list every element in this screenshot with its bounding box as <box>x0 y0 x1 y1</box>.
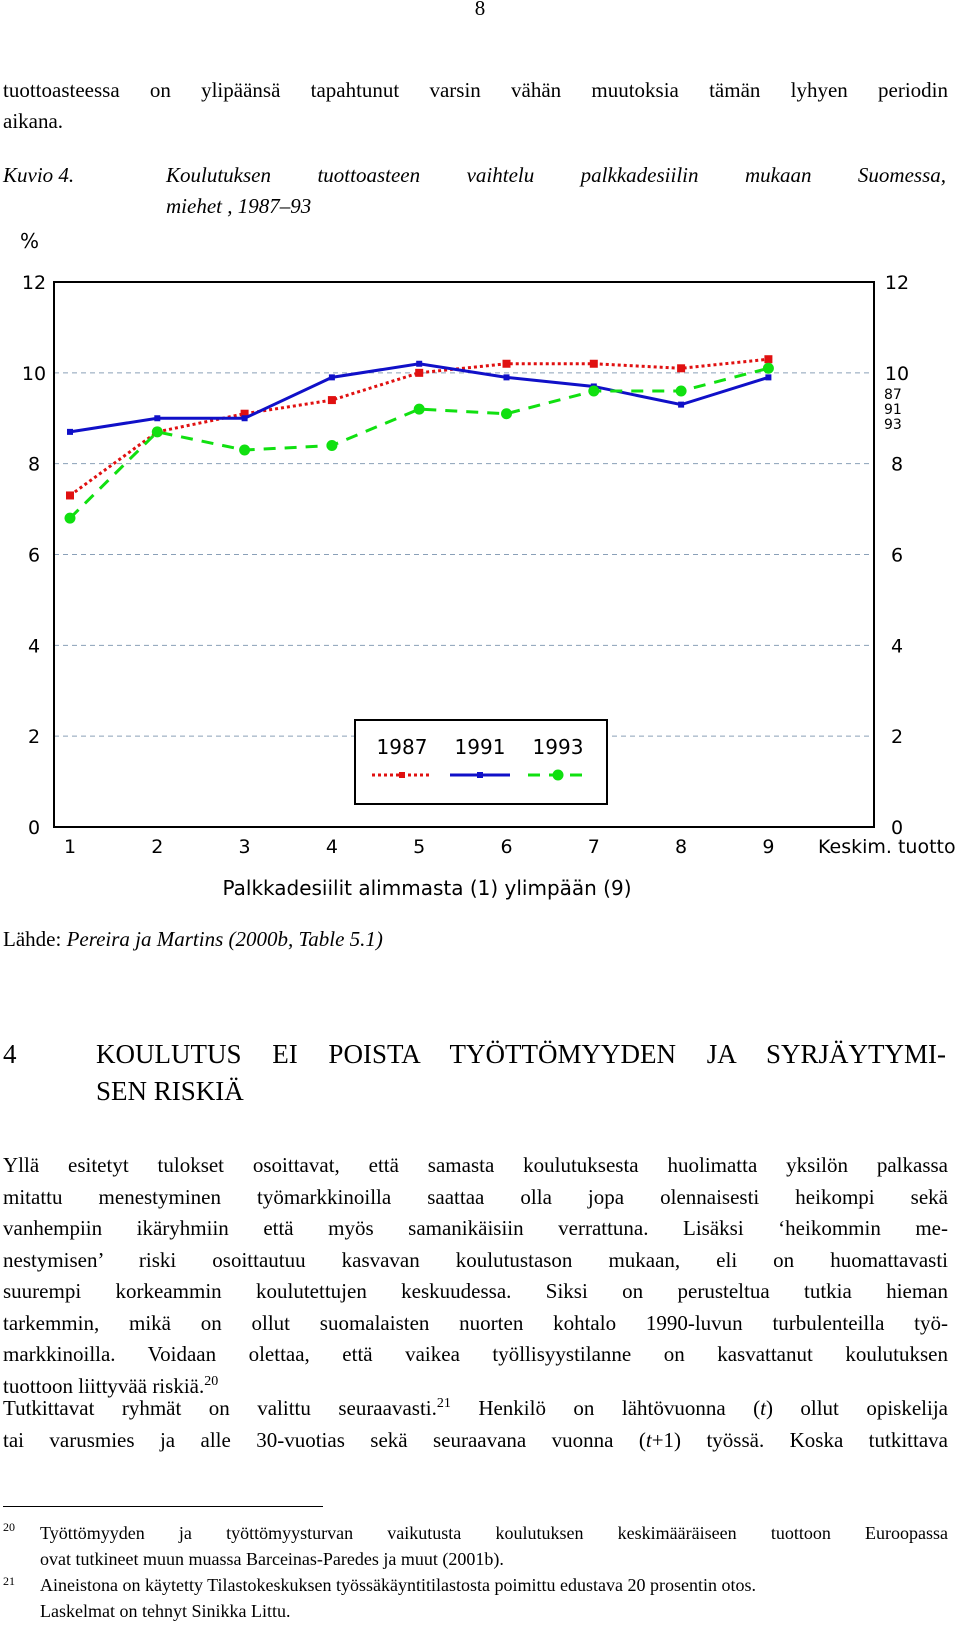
data-point <box>65 513 76 524</box>
footnote-ref-21[interactable]: 21 <box>436 1396 451 1411</box>
data-point <box>329 374 335 380</box>
paragraph-line: nestymisen’ riski osoittautuu kasvavan koulutustason mukaan, eli on huomattavasti <box>3 1247 948 1272</box>
average-label-91: 91 <box>884 402 902 418</box>
series-line-1993 <box>70 368 768 518</box>
data-point <box>154 415 160 421</box>
series-1993 <box>65 363 774 524</box>
y-axis-unit-label: % <box>20 229 40 253</box>
legend-marker-1991 <box>477 772 483 778</box>
footnote-number: 21 <box>3 1574 15 1588</box>
legend-label-1993: 1993 <box>532 735 584 759</box>
paragraph-line: markkinoilla. Voidaan olettaa, että vaikea työllisyystilanne on kasvattanut koulutuksen <box>3 1342 948 1366</box>
y-tick-label-left-2: 2 <box>27 726 41 749</box>
variable-t: t <box>760 1396 766 1420</box>
series-1987 <box>66 355 772 499</box>
figure-caption <box>166 160 946 222</box>
return-rate-line-chart <box>0 228 960 908</box>
data-point <box>763 363 774 374</box>
series-line-1987 <box>70 359 768 495</box>
footnote-divider <box>3 1506 323 1507</box>
footnote-line: Laskelmat on tehnyt Sinikka Littu. <box>40 1601 291 1621</box>
data-point <box>677 364 685 372</box>
legend-label-1991: 1991 <box>454 735 506 759</box>
data-point <box>764 355 772 363</box>
footnote-text <box>40 1572 948 1624</box>
paragraph-text: tuottoon liittyvää riskiä. <box>3 1373 205 1398</box>
y-axis-left <box>22 272 46 839</box>
footnote-21 <box>0 1572 960 1630</box>
section-number: 4 <box>3 1039 17 1069</box>
figure-source <box>3 924 383 955</box>
intro-line: aikana. <box>3 109 64 133</box>
page-number: 8 <box>474 0 486 20</box>
data-point <box>67 429 73 435</box>
data-point <box>501 408 512 419</box>
y-tick-label-left-10: 10 <box>21 362 47 385</box>
y-tick-label-right-6: 6 <box>890 544 904 567</box>
y-tick-label-right-10: 10 <box>884 362 910 385</box>
y-tick-label-right-4: 4 <box>890 635 904 658</box>
data-point <box>676 386 687 397</box>
paragraph-line: suurempi korkeammin koulutettujen keskuudessa. Siksi on perusteltua tutkia hieman <box>3 1279 948 1303</box>
y-tick-label-right-2: 2 <box>890 726 904 749</box>
x-tick-label-average: Keskim. tuotto <box>818 836 956 858</box>
body-paragraph-1 <box>3 1150 948 1402</box>
y-tick-label-left-6: 6 <box>27 544 41 567</box>
source-text: Pereira ja Martins (2000b, Table 5.1) <box>66 927 383 951</box>
intro-paragraph <box>3 75 948 137</box>
x-tick-label-3: 3 <box>238 836 251 858</box>
y-tick-label-right-0: 0 <box>890 817 904 839</box>
figure-caption-line: miehet , 1987–93 <box>166 194 312 218</box>
x-tick-label-2: 2 <box>151 836 164 858</box>
paragraph-line: Yllä esitetyt tulokset osoittavat, että samasta koulutuksesta huolimatta yksilön palkassa <box>3 1153 948 1177</box>
y-tick-label-right-8: 8 <box>890 453 904 476</box>
series-layer <box>65 355 774 523</box>
average-label-87: 87 <box>884 387 902 403</box>
data-point <box>328 396 336 404</box>
x-axis <box>64 836 956 858</box>
x-axis-label: Palkkadesiilit alimmasta (1) ylimpään (9) <box>222 876 632 900</box>
y-tick-label-left-8: 8 <box>27 453 41 476</box>
data-point <box>504 374 510 380</box>
paragraph-line: vanhempiin ikäryhmiin että myös samanikäisiin verrattuna. Lisäksi ‘heikommin me- <box>3 1216 948 1240</box>
footnote-20 <box>0 1520 960 1578</box>
paragraph-text: tai varusmies ja alle 30-vuotias sekä seuraavana vuonna ( <box>3 1427 646 1452</box>
data-point <box>152 426 163 437</box>
paragraph-text: ) ollut opiskelija <box>765 1396 948 1420</box>
legend-marker-1987 <box>399 772 405 778</box>
footnote-line: Työttömyyden ja työttömyysturvan vaikutusta koulutuksen keskimääräiseen tuottoon Euroopassa <box>40 1523 948 1543</box>
x-tick-label-4: 4 <box>325 836 338 858</box>
footnote-line: ovat tutkineet muun muassa Barceinas-Paredes ja muut (2001b). <box>40 1549 504 1569</box>
y-tick-label-left-12: 12 <box>21 272 47 294</box>
data-point <box>239 445 250 456</box>
paragraph-line <box>3 1425 948 1457</box>
intro-line: tuottoasteessa on ylipäänsä tapahtunut varsin vähän muutoksia tämän lyhyen periodin <box>3 78 948 102</box>
data-point <box>415 369 423 377</box>
legend-marker-1993 <box>553 770 564 781</box>
data-point <box>242 415 248 421</box>
paragraph-line: tarkemmin, mikä on ollut suomalaisten nuorten kohtalo 1990-luvun turbulenteilla työ- <box>3 1310 948 1335</box>
data-point <box>416 361 422 367</box>
footnote-line: Aineistona on käytetty Tilastokeskuksen työssäkäyntitilastosta poimittu edustava 20 prosentin otos. <box>40 1575 756 1595</box>
x-tick-label-5: 5 <box>413 836 426 858</box>
x-tick-label-8: 8 <box>675 836 688 858</box>
footnote-ref-20[interactable]: 20 <box>204 1373 219 1389</box>
figure-caption-line: Koulutuksen tuottoasteen vaihtelu palkkadesiilin mukaan Suomessa, <box>166 163 946 187</box>
data-point <box>588 386 599 397</box>
data-point <box>765 374 771 380</box>
body-paragraph-2 <box>3 1393 948 1456</box>
paragraph-text: Henkilö on lähtövuonna ( <box>450 1396 761 1420</box>
paragraph-line: mitattu menestyminen työmarkkinoilla saattaa olla jopa olennaisesti heikompi sekä <box>3 1184 948 1209</box>
data-point <box>66 491 74 499</box>
x-tick-label-1: 1 <box>63 836 77 858</box>
paragraph-text: Tutkittavat ryhmät on valittu seuraavasti. <box>3 1396 437 1420</box>
data-point <box>678 402 684 408</box>
legend-box <box>355 720 607 804</box>
figure-label: Kuvio 4. <box>3 163 75 187</box>
variable-t: t <box>645 1427 652 1452</box>
paragraph-line <box>3 1393 948 1425</box>
section-title-line: KOULUTUS EI POISTA TYÖTTÖMYYDEN JA SYRJÄYTYMI- <box>96 1039 946 1069</box>
footnote-text <box>40 1520 948 1572</box>
x-tick-label-6: 6 <box>500 836 513 858</box>
y-tick-label-right-12: 12 <box>884 272 910 294</box>
data-point <box>590 360 598 368</box>
average-labels <box>884 387 902 433</box>
legend <box>355 720 607 804</box>
y-axis-right <box>885 272 909 839</box>
footnote-number: 20 <box>3 1520 15 1534</box>
x-tick-label-9: 9 <box>762 836 775 858</box>
source-prefix: Lähde: <box>3 927 67 951</box>
data-point <box>503 360 511 368</box>
average-label-93: 93 <box>884 417 902 433</box>
x-tick-label-7: 7 <box>587 836 600 858</box>
data-point <box>326 440 337 451</box>
legend-label-1987: 1987 <box>376 735 428 759</box>
data-point <box>414 404 425 415</box>
y-tick-label-left-4: 4 <box>27 635 41 658</box>
section-title-line: SEN RISKIÄ <box>96 1076 244 1106</box>
y-tick-label-left-0: 0 <box>27 817 41 839</box>
paragraph-text: +1) työssä. Koska tutkittava <box>651 1427 948 1452</box>
